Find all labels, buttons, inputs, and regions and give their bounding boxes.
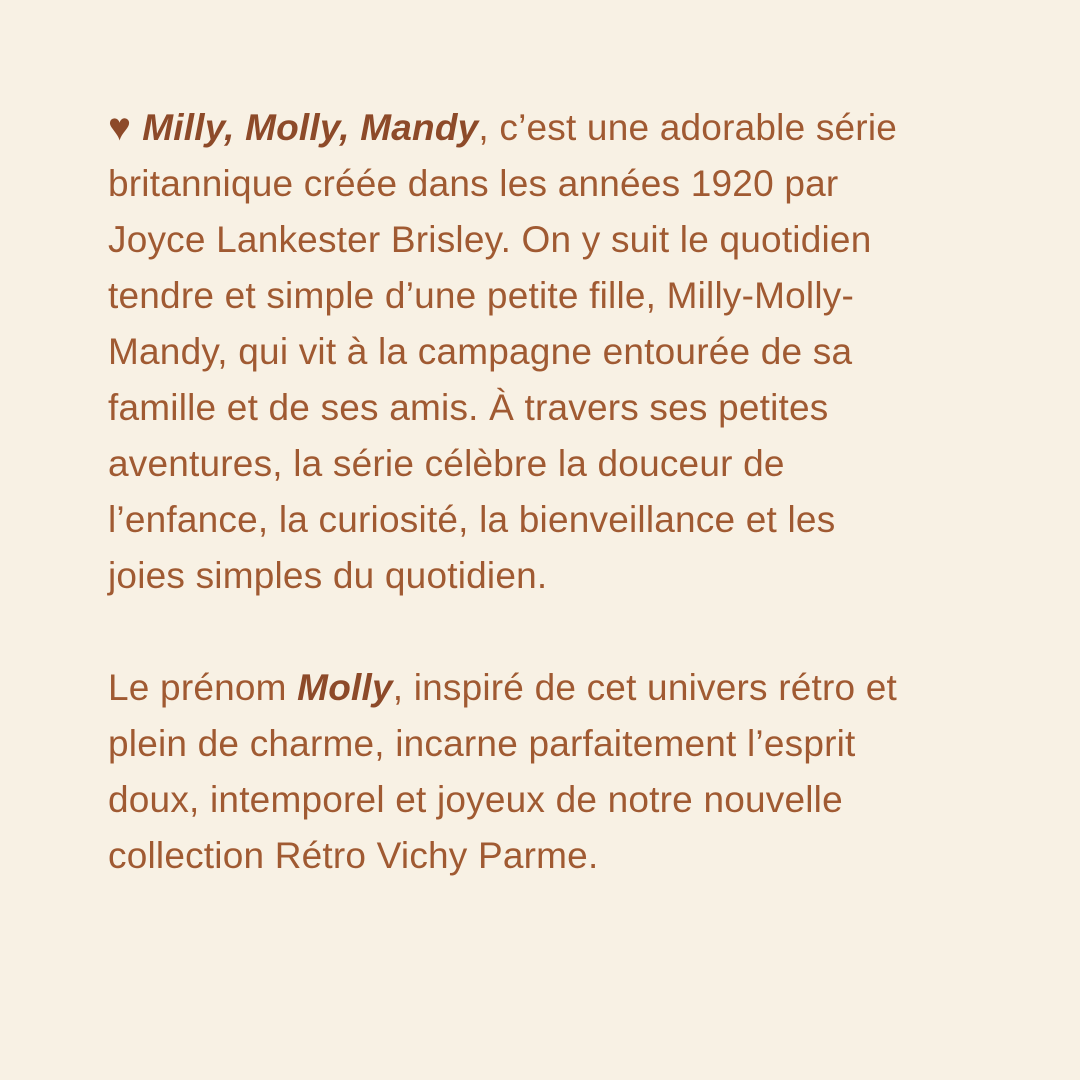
paragraph-2 bbox=[108, 660, 988, 884]
text-line bbox=[108, 660, 988, 716]
text-line bbox=[108, 492, 988, 548]
text-segment-regular: Le prénom bbox=[108, 667, 298, 708]
text-segment-regular: famille et de ses amis. À travers ses petites bbox=[108, 387, 829, 428]
text-segment-regular: doux, intemporel et joyeux de notre nouvelle bbox=[108, 779, 843, 820]
text-line bbox=[108, 716, 988, 772]
text-line bbox=[108, 548, 988, 604]
text-segment-regular: plein de charme, incarne parfaitement l’esprit bbox=[108, 723, 856, 764]
text-segment-regular: collection Rétro Vichy Parme. bbox=[108, 835, 599, 876]
text-line bbox=[108, 828, 988, 884]
paragraph-1 bbox=[108, 100, 988, 604]
text-segment-regular: britannique créée dans les années 1920 par bbox=[108, 163, 839, 204]
text-segment-regular: , c’est une adorable série bbox=[478, 107, 898, 148]
text-segment-regular: Mandy, qui vit à la campagne entourée de sa bbox=[108, 331, 853, 372]
text-line bbox=[108, 324, 988, 380]
text-segment-bold-italic: Milly, Molly, Mandy bbox=[142, 107, 479, 148]
text-segment-regular: joies simples du quotidien. bbox=[108, 555, 548, 596]
text-line bbox=[108, 380, 988, 436]
heart-icon: ♥ bbox=[108, 106, 143, 149]
text-line bbox=[108, 100, 988, 156]
text-line bbox=[108, 268, 988, 324]
text-segment-bold-italic: Molly bbox=[297, 667, 393, 708]
text-line bbox=[108, 772, 988, 828]
text-line bbox=[108, 436, 988, 492]
text-line bbox=[108, 212, 988, 268]
text-segment-regular: Joyce Lankester Brisley. On y suit le quotidien bbox=[108, 219, 872, 260]
text-line bbox=[108, 156, 988, 212]
article-text-block bbox=[108, 100, 988, 940]
text-segment-regular: l’enfance, la curiosité, la bienveillance et les bbox=[108, 499, 836, 540]
text-segment-regular: aventures, la série célèbre la douceur de bbox=[108, 443, 785, 484]
text-segment-regular: , inspiré de cet univers rétro et bbox=[392, 667, 898, 708]
text-segment-regular: tendre et simple d’une petite fille, Milly-Molly- bbox=[108, 275, 854, 316]
